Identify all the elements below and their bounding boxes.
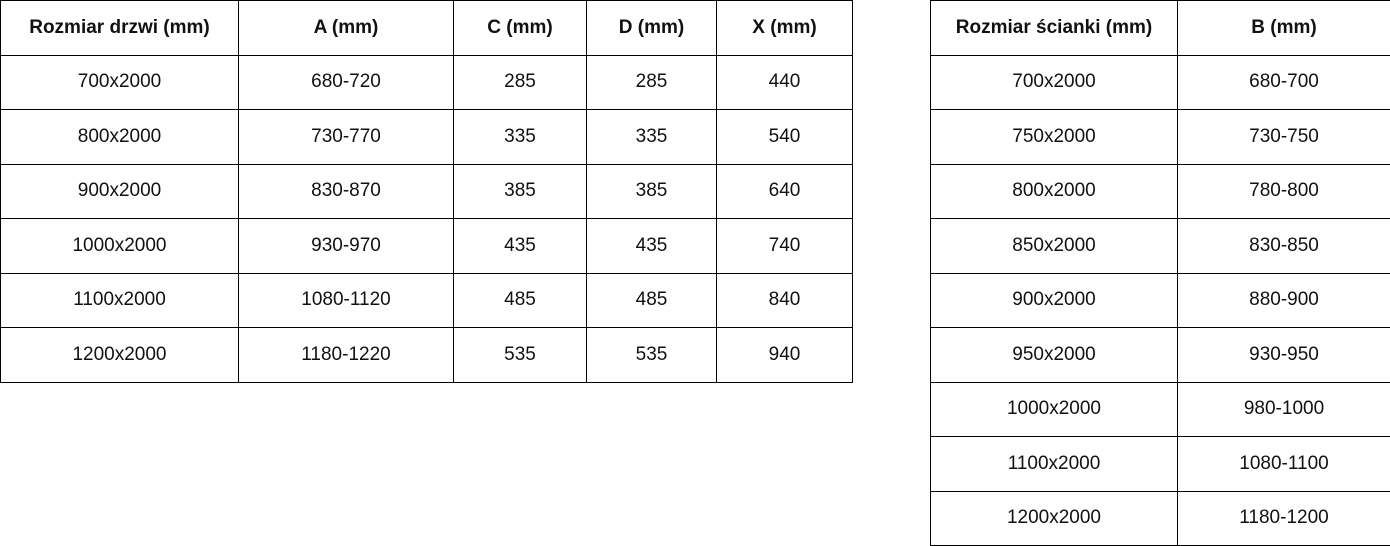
cell-a: 1180-1220 bbox=[239, 328, 454, 383]
column-header-x: X (mm) bbox=[717, 1, 853, 56]
column-header-d: D (mm) bbox=[587, 1, 717, 56]
table-row bbox=[1, 164, 853, 219]
cell-c: 385 bbox=[454, 164, 587, 219]
tables-gap bbox=[852, 0, 930, 1]
wall-table-body bbox=[931, 55, 1390, 546]
doors-table-block bbox=[0, 0, 852, 383]
cell-a: 1080-1120 bbox=[239, 273, 454, 328]
cell-c: 285 bbox=[454, 55, 587, 110]
cell-d: 435 bbox=[587, 219, 717, 274]
cell-wall-size: 700x2000 bbox=[931, 55, 1178, 110]
cell-door-size: 900x2000 bbox=[1, 164, 239, 219]
doors-size-table bbox=[0, 0, 853, 383]
cell-d: 385 bbox=[587, 164, 717, 219]
cell-x: 940 bbox=[717, 328, 853, 383]
cell-door-size: 1200x2000 bbox=[1, 328, 239, 383]
cell-x: 540 bbox=[717, 110, 853, 165]
table-header-row bbox=[1, 1, 853, 56]
table-row bbox=[931, 219, 1390, 274]
cell-door-size: 800x2000 bbox=[1, 110, 239, 165]
column-header-wall-size: Rozmiar ścianki (mm) bbox=[931, 1, 1178, 56]
cell-b: 1180-1200 bbox=[1178, 491, 1390, 546]
table-row bbox=[1, 328, 853, 383]
doors-table-body bbox=[1, 55, 853, 382]
wall-table-block bbox=[930, 0, 1390, 546]
cell-a: 930-970 bbox=[239, 219, 454, 274]
table-row bbox=[1, 110, 853, 165]
cell-a: 680-720 bbox=[239, 55, 454, 110]
cell-x: 840 bbox=[717, 273, 853, 328]
cell-b: 680-700 bbox=[1178, 55, 1390, 110]
column-header-c: C (mm) bbox=[454, 1, 587, 56]
cell-a: 730-770 bbox=[239, 110, 454, 165]
table-row bbox=[931, 273, 1390, 328]
wall-table-head bbox=[931, 1, 1390, 56]
cell-b: 930-950 bbox=[1178, 328, 1390, 383]
cell-wall-size: 900x2000 bbox=[931, 273, 1178, 328]
cell-wall-size: 950x2000 bbox=[931, 328, 1178, 383]
cell-d: 485 bbox=[587, 273, 717, 328]
doors-table-head bbox=[1, 1, 853, 56]
table-row bbox=[931, 437, 1390, 492]
cell-wall-size: 850x2000 bbox=[931, 219, 1178, 274]
table-row bbox=[1, 273, 853, 328]
cell-a: 830-870 bbox=[239, 164, 454, 219]
table-row bbox=[931, 328, 1390, 383]
wall-size-table bbox=[930, 0, 1390, 546]
column-header-door-size: Rozmiar drzwi (mm) bbox=[1, 1, 239, 56]
cell-b: 1080-1100 bbox=[1178, 437, 1390, 492]
cell-d: 335 bbox=[587, 110, 717, 165]
cell-wall-size: 1000x2000 bbox=[931, 382, 1178, 437]
cell-wall-size: 750x2000 bbox=[931, 110, 1178, 165]
cell-c: 535 bbox=[454, 328, 587, 383]
cell-wall-size: 1200x2000 bbox=[931, 491, 1178, 546]
cell-wall-size: 800x2000 bbox=[931, 164, 1178, 219]
cell-c: 335 bbox=[454, 110, 587, 165]
column-header-b: B (mm) bbox=[1178, 1, 1390, 56]
cell-c: 435 bbox=[454, 219, 587, 274]
cell-x: 740 bbox=[717, 219, 853, 274]
table-row bbox=[1, 55, 853, 110]
cell-b: 880-900 bbox=[1178, 273, 1390, 328]
cell-x: 640 bbox=[717, 164, 853, 219]
cell-d: 535 bbox=[587, 328, 717, 383]
table-row bbox=[931, 110, 1390, 165]
cell-b: 830-850 bbox=[1178, 219, 1390, 274]
cell-d: 285 bbox=[587, 55, 717, 110]
column-header-a: A (mm) bbox=[239, 1, 454, 56]
table-row bbox=[931, 55, 1390, 110]
table-row bbox=[931, 164, 1390, 219]
cell-b: 730-750 bbox=[1178, 110, 1390, 165]
cell-door-size: 1000x2000 bbox=[1, 219, 239, 274]
cell-x: 440 bbox=[717, 55, 853, 110]
table-row bbox=[931, 382, 1390, 437]
cell-door-size: 700x2000 bbox=[1, 55, 239, 110]
table-header-row bbox=[931, 1, 1390, 56]
cell-b: 780-800 bbox=[1178, 164, 1390, 219]
table-row bbox=[931, 491, 1390, 546]
cell-b: 980-1000 bbox=[1178, 382, 1390, 437]
table-row bbox=[1, 219, 853, 274]
cell-door-size: 1100x2000 bbox=[1, 273, 239, 328]
cell-c: 485 bbox=[454, 273, 587, 328]
cell-wall-size: 1100x2000 bbox=[931, 437, 1178, 492]
